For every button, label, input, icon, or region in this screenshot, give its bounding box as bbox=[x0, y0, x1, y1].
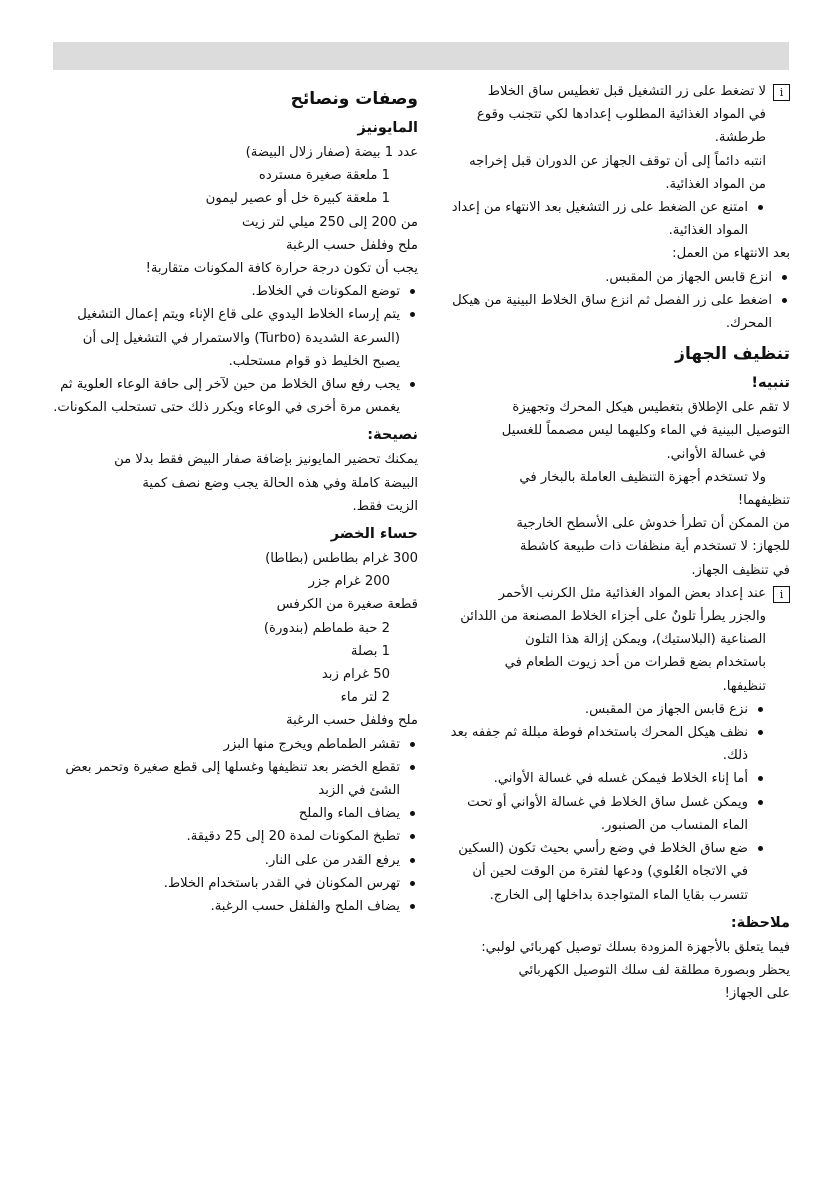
ingredient: 50 غرام زبد bbox=[321, 667, 390, 683]
ingredient: من 200 إلى 250 ميلي لتر زيت bbox=[242, 214, 418, 230]
text-line: للجهاز: لا تستخدم أية منظفات ذات طبيعة كاشطة bbox=[519, 539, 790, 555]
ingredient: 1 ملعقة صغيرة مسترده bbox=[258, 168, 390, 184]
list-item: يضاف الملح والفلفل حسب الرغبة. bbox=[53, 895, 400, 918]
list-item: امتنع عن الضغط على زر التشغيل بعد الانتهاء من إعداد المواد الغذائية. bbox=[438, 196, 748, 242]
tip-title: نصيحة: bbox=[367, 427, 418, 444]
soup-steps bbox=[53, 733, 418, 919]
soup-title: حساء الخضر bbox=[330, 526, 418, 543]
note-title: ملاحظة: bbox=[730, 914, 790, 931]
after-work-list bbox=[438, 266, 790, 336]
text-line: يحظر وبصورة مطلقة لف سلك التوصيل الكهربائي bbox=[518, 962, 790, 978]
info-note-2 bbox=[438, 582, 790, 907]
ingredient: 300 غرام بطاطس (بطاطا) bbox=[265, 551, 418, 567]
list-item: يضاف الماء والملح bbox=[53, 802, 400, 825]
list-item: ضع ساق الخلاط في وضع رأسي بحيث تكون (السكين في الاتجاه العُلوي) ودعها لفترة من الوقت لحين أن تتسرب بقايا الماء المتواجدة بداخلها إلى الخارج. bbox=[438, 837, 748, 907]
cleaning-steps bbox=[438, 698, 766, 907]
header-bar bbox=[53, 42, 789, 70]
text-line: في غسالة الأواني. bbox=[666, 446, 766, 462]
ingredient: ملح وفلفل حسب الرغبة bbox=[286, 237, 418, 253]
text-line: البيضة كاملة وفي هذه الحالة يجب وضع نصف كمية bbox=[142, 475, 418, 491]
after-work-label: بعد الانتهاء من العمل: bbox=[672, 246, 790, 262]
list-item: اضغط على زر الفصل ثم انزع ساق الخلاط البينية من هيكل المحرك. bbox=[438, 289, 772, 335]
text-line: الزيت فقط. bbox=[352, 498, 418, 514]
info-note-1 bbox=[438, 80, 790, 242]
text-line: عند إعداد بعض المواد الغذائية مثل الكرنب الأحمر bbox=[498, 585, 766, 601]
list-item: يجب رفع ساق الخلاط من حين لآخر إلى حافة الوعاء العلوية ثم يغمس مرة أخرى في الوعاء ويكرر ذلك حتى تستحلب المكونات. bbox=[53, 373, 400, 419]
ingredient: 1 ملعقة كبيرة خل أو عصير ليمون bbox=[205, 191, 390, 207]
list-item: انزع قابس الجهاز من المقبس. bbox=[438, 266, 772, 289]
list-item: تطبخ المكونات لمدة 20 إلى 25 دقيقة. bbox=[53, 825, 400, 848]
mayo-steps bbox=[53, 280, 418, 419]
list-item: يتم إرساء الخلاط اليدوي على قاع الإناء ويتم إعمال التشغيل (السرعة الشديدة (Turbo) والاستمرار في التشغيل إلى أن يصبح الخليط ذو قوام مستحلب. bbox=[53, 303, 400, 373]
mayo-title: المايونيز bbox=[357, 120, 418, 136]
ingredient: ملح وفلفل حسب الرغبة bbox=[286, 713, 418, 729]
text-line: ولا تستخدم أجهزة التنظيف العاملة بالبخار في bbox=[519, 469, 766, 485]
info-icon: i bbox=[773, 586, 790, 603]
text-line: في المواد الغذائية المطلوب إعدادها لكي تتجنب وقوع bbox=[476, 107, 766, 123]
recipes-title: وصفات ونصائح bbox=[290, 89, 418, 109]
text-line: الصناعية (البلاستيك)، ويمكن إزالة هذا التلون bbox=[524, 632, 766, 648]
text-line: في تنظيف الجهاز. bbox=[691, 562, 790, 578]
list-item: أما إناء الخلاط فيمكن غسله في غسالة الأواني. bbox=[438, 767, 748, 790]
list-item: توضع المكونات في الخلاط. bbox=[53, 280, 400, 303]
list-item: تهرس المكونان في القدر باستخدام الخلاط. bbox=[53, 872, 400, 895]
ingredient: عدد 1 بيضة (صفار زلال البيضة) bbox=[245, 145, 418, 160]
list-item: تقطع الخضر بعد تنظيفها وغسلها إلى قطع صغيرة وتحمر بعض الشئ في الزبد bbox=[53, 756, 400, 802]
text-line: من الممكن أن تطرأ خدوش على الأسطح الخارجية bbox=[516, 516, 790, 532]
text-line: طرطشة. bbox=[714, 130, 766, 146]
text-line: لا تضغط على زر التشغيل قبل تغطيس ساق الخلاط bbox=[487, 84, 766, 99]
list-item: يرفع القدر من على النار. bbox=[53, 849, 400, 872]
text-line: انتبه دائماً إلى أن توقف الجهاز عن الدوران قبل إخراجه bbox=[469, 153, 766, 169]
ingredient: 2 لتر ماء bbox=[340, 690, 390, 706]
text-line: على الجهاز! bbox=[724, 986, 790, 1002]
text-line: تنظيفهما! bbox=[737, 493, 790, 509]
info-icon: i bbox=[773, 84, 790, 101]
list-item: نظف هيكل المحرك باستخدام فوطة مبللة ثم جففه بعد ذلك. bbox=[438, 721, 748, 767]
temperature-note: يجب أن تكون درجة حرارة كافة المكونات متقاربة! bbox=[145, 261, 418, 277]
text-line: باستخدام بضع قطرات من أحد زيوت الطعام في bbox=[504, 655, 766, 671]
list-item: تقشر الطماطم ويخرج منها البزر bbox=[53, 733, 400, 756]
text-line: والجزر يطرأ تلونٌ على أجزاء الخلاط المصنعة من اللدائن bbox=[460, 609, 766, 625]
ingredient: 1 بصلة bbox=[350, 643, 390, 659]
text-line: من المواد الغذائية. bbox=[665, 176, 766, 192]
ingredient: قطعة صغيرة من الكرفس bbox=[276, 597, 418, 613]
list-item: نزع قابس الجهاز من المقبس. bbox=[438, 698, 748, 721]
text-line: فيما يتعلق بالأجهزة المزودة بسلك توصيل كهربائي لولبي: bbox=[481, 939, 790, 955]
text-line: لا تقم على الإطلاق بتغطيس هيكل المحرك وتجهيزة bbox=[512, 400, 790, 416]
bullet-list bbox=[438, 196, 766, 242]
ingredient: 200 غرام جزر bbox=[308, 574, 390, 590]
right-column bbox=[438, 80, 790, 1005]
cleaning-title: تنظيف الجهاز bbox=[675, 344, 790, 365]
left-column bbox=[53, 80, 418, 918]
text-line: يمكنك تحضير المايونيز بإضافة صفار البيض فقط بدلا من bbox=[114, 452, 418, 468]
warning-title: تنبيه! bbox=[751, 375, 790, 392]
text-line: التوصيل البينية في الماء وكليهما ليس مصمماً للغسيل bbox=[501, 423, 790, 439]
ingredient: 2 حبة طماطم (بندورة) bbox=[263, 620, 390, 636]
list-item: ويمكن غسل ساق الخلاط في غسالة الأواني أو تحت الماء المنساب من الصنبور. bbox=[438, 791, 748, 837]
text-line: تنظيفها. bbox=[722, 678, 766, 694]
